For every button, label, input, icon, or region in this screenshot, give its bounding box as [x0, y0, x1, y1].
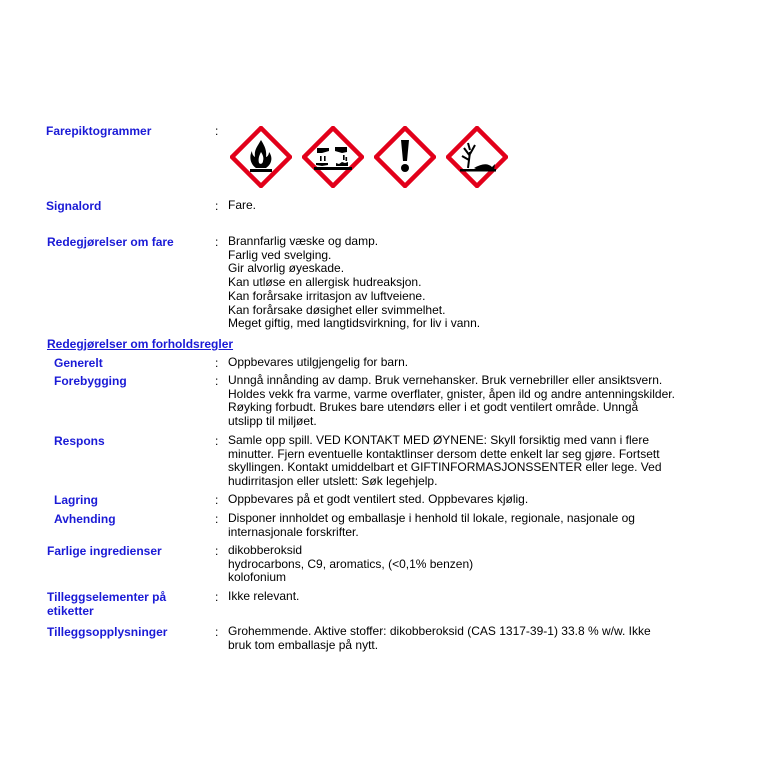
supplemental-info	[228, 625, 651, 652]
disposal-line: Disponer innholdet og emballasje i henhold til lokale, regionale, nasjonale og	[228, 511, 635, 525]
colon: :	[215, 544, 219, 558]
colon: :	[215, 199, 219, 213]
additional-label-line: etiketter	[47, 604, 94, 618]
additional-label-elements-label	[47, 590, 166, 618]
disposal-label: Avhending	[54, 512, 116, 526]
pictograms-label: Farepiktogrammer	[46, 124, 152, 138]
ingredient-line: hydrocarbons, C9, aromatics, (<0,1% benzen)	[228, 556, 474, 571]
additional-label-line: Tilleggselementer på	[47, 590, 167, 604]
colon: :	[215, 235, 219, 249]
signal-word-value: Fare.	[228, 198, 257, 212]
response-label: Respons	[54, 434, 105, 448]
colon: :	[215, 512, 219, 526]
colon: :	[215, 493, 219, 507]
hazard-statements	[228, 235, 480, 331]
corrosion-icon	[302, 126, 364, 188]
hazard-line: Brannfarlig væske og damp.	[228, 234, 379, 248]
hazardous-ingredients	[228, 544, 473, 585]
prevention-line: utslipp til miljøet.	[228, 414, 317, 429]
supplemental-info-line: bruk tom emballasje på nytt.	[228, 637, 379, 652]
exclamation-mark-icon	[374, 126, 436, 188]
hazard-line: Farlig ved svelging.	[228, 247, 332, 262]
additional-label-elements-value: Ikke relevant.	[228, 589, 300, 603]
colon: :	[215, 590, 219, 604]
hazard-line: Kan utløse en allergisk hudreaksjon.	[228, 275, 422, 290]
supplemental-info-label: Tilleggsopplysninger	[47, 625, 168, 639]
disposal-statements	[228, 512, 635, 539]
hazard-statements-label: Redegjørelser om fare	[47, 235, 174, 249]
colon: :	[215, 374, 219, 388]
colon: :	[215, 625, 219, 639]
colon: :	[215, 434, 219, 448]
response-line: minutter. Fjern eventuelle kontaktlinser dersom dette enkelt lar seg gjøre. Fortsett	[228, 446, 660, 461]
prevention-line: Røyking forbudt. Brukes bare utendørs eller i et godt ventilert område. Unngå	[228, 400, 639, 415]
storage-label: Lagring	[54, 493, 98, 507]
signal-word-label: Signalord	[46, 199, 102, 213]
hazardous-ingredients-label: Farlige ingredienser	[47, 544, 162, 558]
prevention-statements	[228, 374, 675, 429]
ingredient-line: dikobberoksid	[228, 543, 303, 557]
hazard-line: Kan forårsake irritasjon av luftveiene.	[228, 288, 426, 303]
storage-value: Oppbevares på et godt ventilert sted. Oppbevares kjølig.	[228, 492, 529, 506]
response-line: hudirritasjon eller utslett: Søk legehjelp.	[228, 474, 438, 489]
hazard-line: Kan forårsake døsighet eller svimmelhet.	[228, 302, 446, 317]
ingredient-line: kolofonium	[228, 570, 287, 585]
colon: :	[215, 356, 219, 370]
response-statements	[228, 434, 662, 489]
environment-icon	[446, 126, 508, 188]
precautionary-statements-header: Redegjørelser om forholdsregler	[47, 337, 234, 351]
hazard-line: Gir alvorlig øyeskade.	[228, 261, 345, 276]
general-label: Generelt	[54, 356, 103, 370]
prevention-line: Unngå innånding av damp. Bruk vernehansker. Bruk vernebriller eller ansiktsvern.	[228, 373, 663, 387]
disposal-line: internasjonale forskrifter.	[228, 524, 359, 539]
prevention-line: Holdes vekk fra varme, varme overflater, gnister, åpen ild og andre antenningskilder.	[228, 386, 675, 401]
general-value: Oppbevares utilgjengelig for barn.	[228, 355, 409, 369]
response-line: Samle opp spill. VED KONTAKT MED ØYNENE: Skyll forsiktig med vann i flere	[228, 433, 650, 447]
colon: :	[215, 124, 219, 138]
hazard-line: Meget giftig, med langtidsvirkning, for liv i vann.	[228, 316, 481, 331]
response-line: skyllingen. Kontakt umiddelbart et GIFTINFORMASJONSSENTER eller lege. Ved	[228, 460, 662, 475]
prevention-label: Forebygging	[54, 374, 127, 388]
supplemental-info-line: Grohemmende. Aktive stoffer: dikobberoksid (CAS 1317-39-1) 33.8 % w/w. Ikke	[228, 624, 651, 638]
flame-icon	[230, 126, 292, 188]
